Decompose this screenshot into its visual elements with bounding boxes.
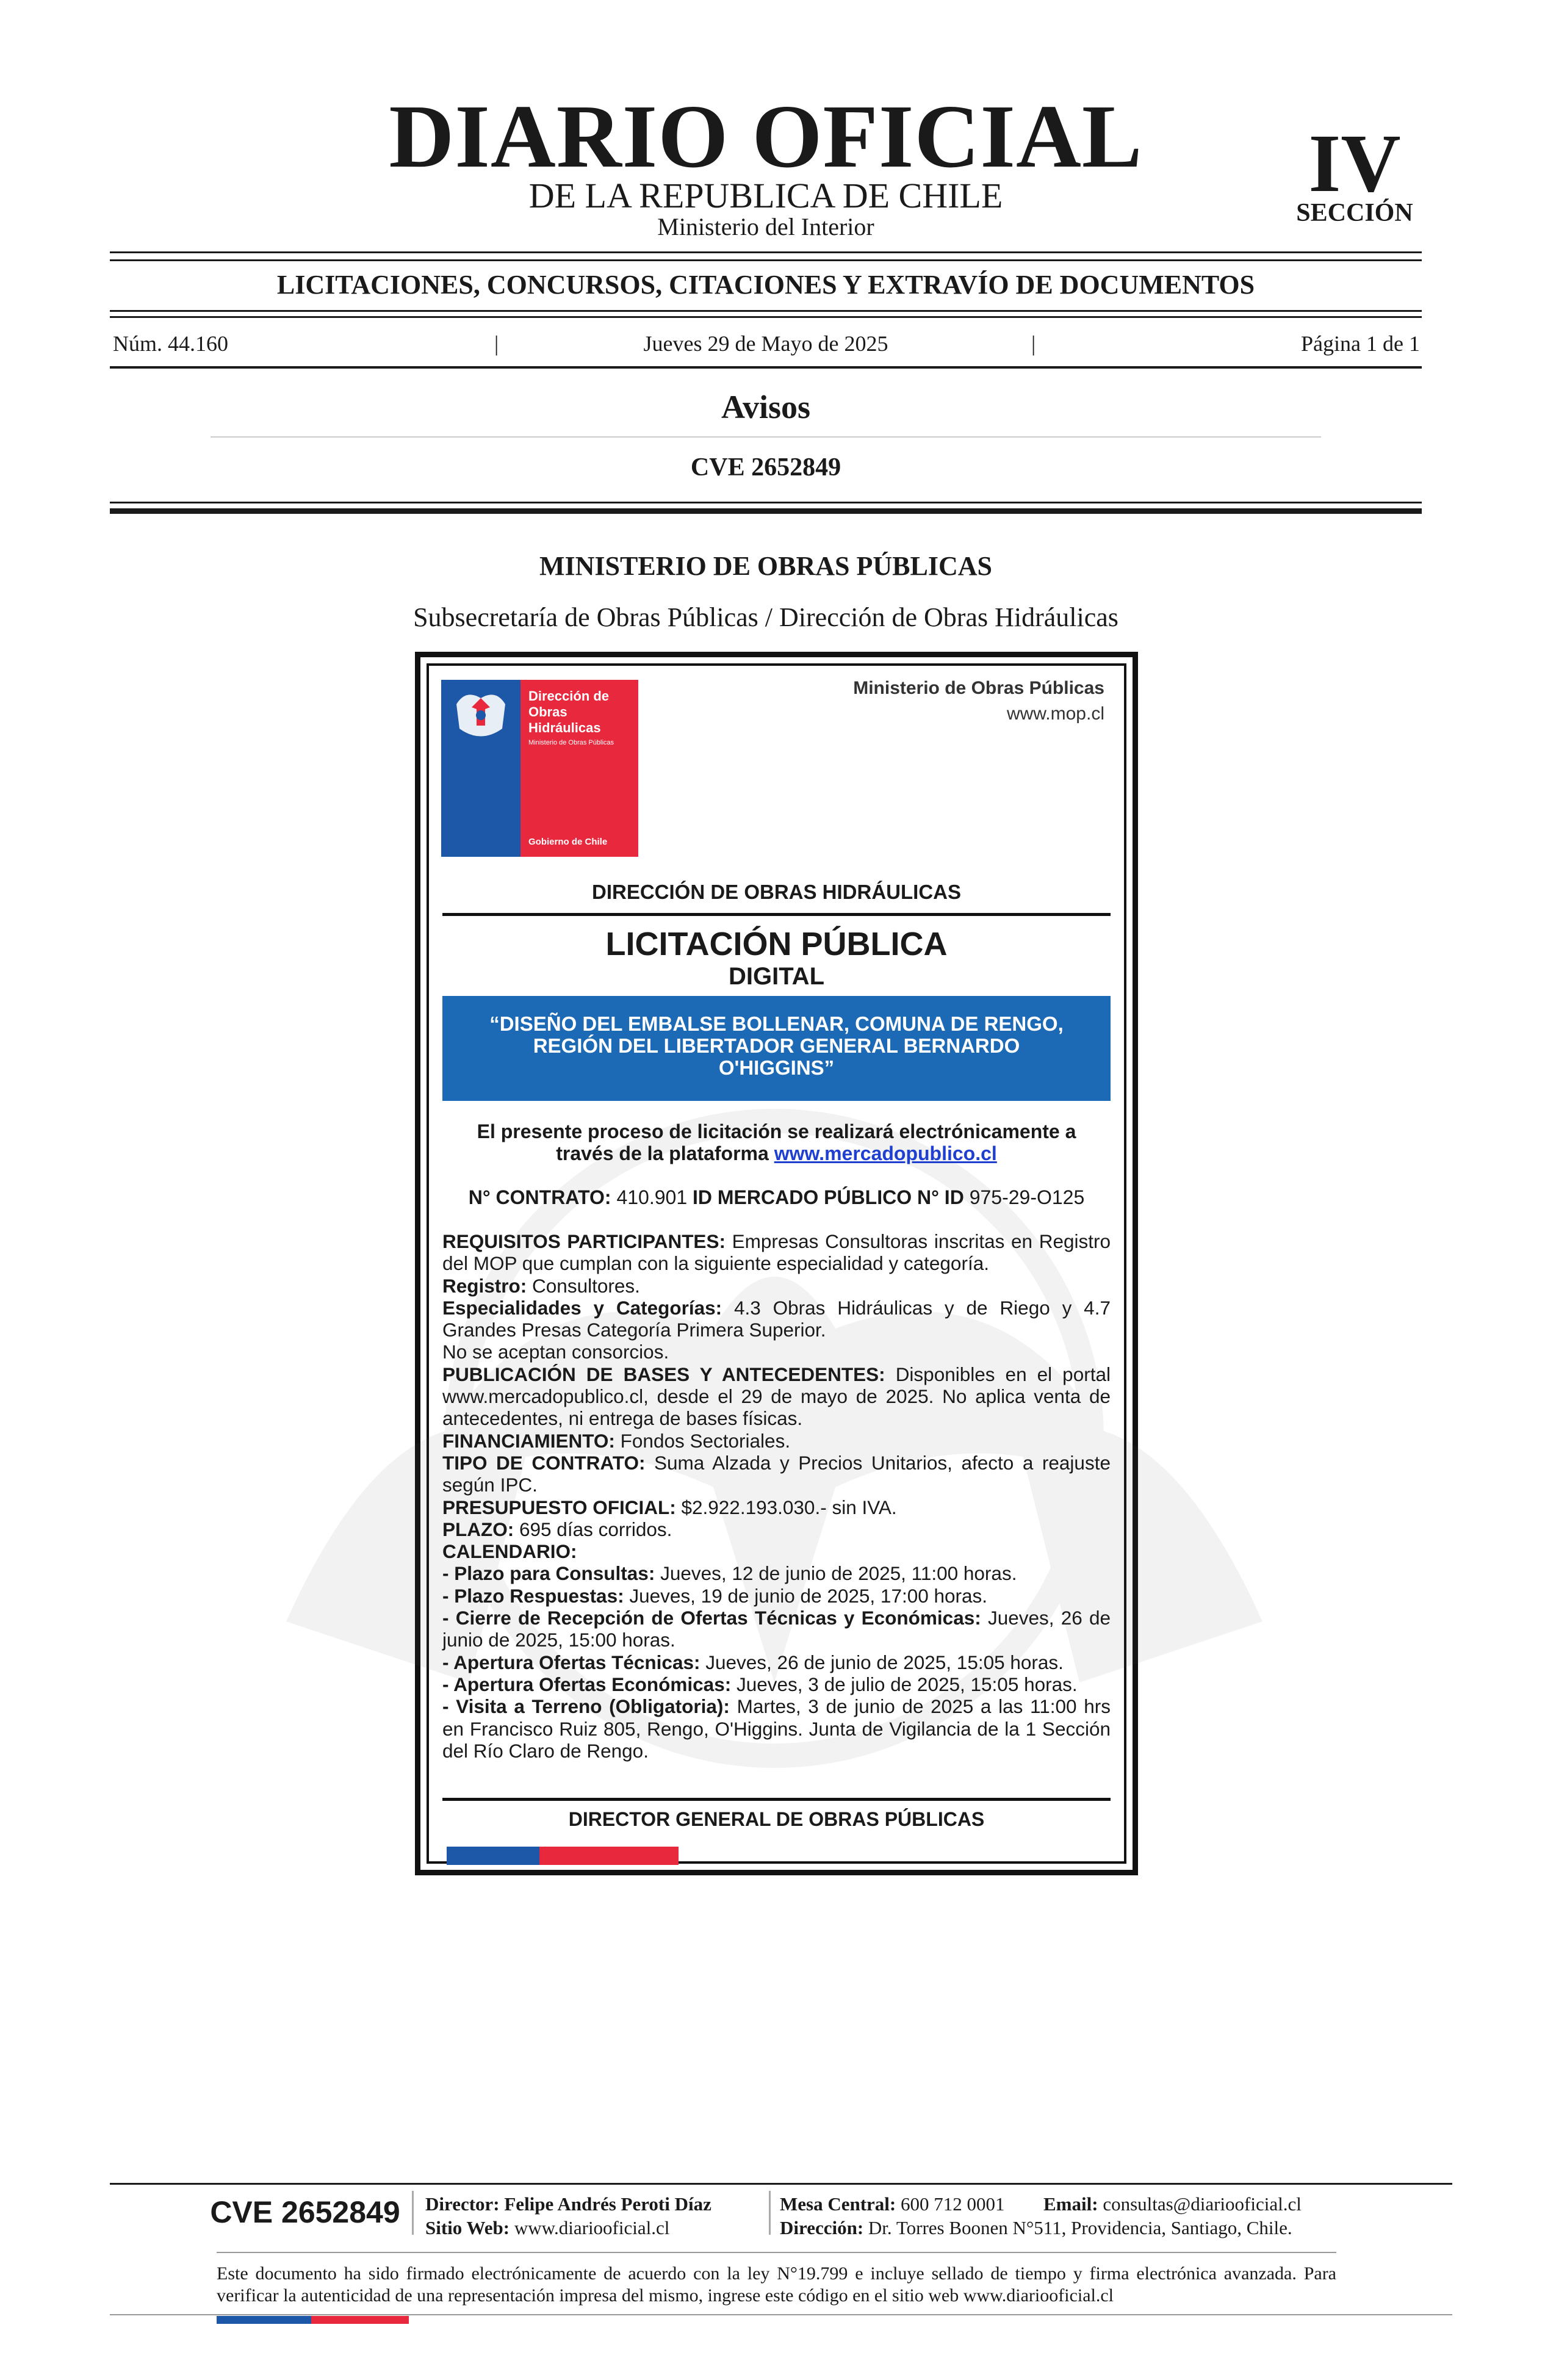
detail-value: Disponibles en el portal www.mercadopublico.cl, desde el 29 de mayo de 2025. No aplica venta de antecedentes, ni entrega de bases físicas. [442,1363,1111,1430]
footer-legal-note: Este documento ha sido firmado electrónicamente de acuerdo con la ley N°19.799 e incluye sellado de tiempo y firma electrónica avanzada. Para verificar la autenticidad de una representación impresa del mismo, ingrese este código en el sitio web www.diariooficial.cl [217,2263,1336,2306]
detail-value: 695 días corridos. [519,1518,672,1540]
footer-value: www.diariooficial.cl [514,2217,670,2238]
footer-value: Felipe Andrés Peroti Díaz [504,2193,711,2215]
cve-code: CVE 2652849 [690,453,841,481]
tender-details [442,1230,1111,1762]
detail-label: - Plazo para Consultas: [442,1562,655,1585]
footer-director [425,2194,711,2213]
detail-label: REQUISITOS PARTICIPANTES: [442,1230,726,1252]
divider [110,2314,1452,2315]
subsecretaria: Subsecretaría de Obras Públicas / Dirección de Obras Hidráulicas [413,602,1118,632]
masthead-subtitle: DE LA REPUBLICA DE CHILE [528,176,1003,215]
category-title: LICITACIONES, CONCURSOS, CITACIONES Y EXTRAVÍO DE DOCUMENTOS [276,270,1255,300]
detail-financiamiento [442,1430,1111,1452]
detail-label: - Visita a Terreno (Obligatoria): [442,1695,730,1718]
footer-value: Dr. Torres Boonen N°511, Providencia, Santiago, Chile. [868,2217,1292,2238]
masthead-title: DIARIO OFICIAL [389,87,1143,187]
detail-label: TIPO DE CONTRATO: [442,1451,646,1474]
project-name: “DISEÑO DEL EMBALSE BOLLENAR, COMUNA DE RENGO, REGIÓN DEL LIBERTADOR GENERAL BERNARDO O'HIGGINS” [489,1012,1064,1079]
mp-label: ID MERCADO PÚBLICO N° ID [693,1186,964,1208]
detail-label: - Apertura Ofertas Económicas: [442,1673,732,1695]
footer-label: Director: [425,2193,500,2215]
detail-label: PRESUPUESTO OFICIAL: [442,1496,676,1518]
detail-value: Fondos Sectoriales. [620,1429,791,1452]
detail-value: $2.922.193.030.- sin IVA. [681,1496,897,1518]
contract-label: N° CONTRATO: [468,1186,611,1208]
detail-value: Jueves, 3 de julio de 2025, 15:05 horas. [736,1673,1078,1695]
logo-ministry: Ministerio de Obras Públicas [528,739,614,746]
tender-title: LICITACIÓN PÚBLICA [605,926,948,962]
divider [110,2183,1452,2185]
logo-government: Gobierno de Chile [528,837,608,847]
signature: DIRECTOR GENERAL DE OBRAS PÚBLICAS [568,1808,985,1830]
divider [110,502,1422,503]
detail-publicacion [442,1363,1111,1430]
tender-subtitle: DIGITAL [728,963,824,990]
footer-value: 600 712 0001 [901,2193,1005,2215]
footer-website [425,2218,669,2237]
section-label: SECCIÓN [1296,199,1413,227]
detail-value: Jueves, 19 de junio de 2025, 17:00 horas. [629,1584,988,1607]
divider [110,259,1422,261]
footer-cve: CVE 2652849 [210,2195,400,2229]
detail-label: PLAZO: [442,1518,514,1540]
footer-email [1043,2194,1302,2213]
calendar-item [442,1695,1111,1762]
detail-plazo [442,1518,1111,1540]
detail-value: Jueves, 12 de junio de 2025, 11:00 horas. [660,1562,1017,1585]
footer-address [780,2218,1292,2237]
section-number: IV [1308,118,1401,209]
mp-value: 975-29-O125 [969,1186,1085,1208]
detail-label: PUBLICACIÓN DE BASES Y ANTECEDENTES: [442,1363,885,1385]
detail-label: CALENDARIO: [442,1540,577,1563]
logo-blue-panel [441,680,520,857]
footer-value: consultas@diariooficial.cl [1103,2193,1302,2215]
issue-page: Página 1 de 1 [1301,331,1420,356]
notice-type: Avisos [721,389,811,425]
divider [110,316,1422,318]
calendar-item [442,1562,1111,1584]
divider [412,2191,414,2235]
ministry-name: MINISTERIO DE OBRAS PÚBLICAS [539,551,993,581]
mercadopublico-link[interactable]: www.mercadopublico.cl [774,1142,997,1164]
detail-especialidades [442,1297,1111,1341]
detail-consorcios [442,1341,1111,1363]
process-statement [455,1120,1098,1164]
detail-value: 4.3 Obras Hidráulicas y de Riego y 4.7 Grandes Presas Categoría Primera Superior. [442,1296,1111,1341]
notice-heading: DIRECCIÓN DE OBRAS HIDRÁULICAS [591,881,962,903]
divider [110,508,1422,514]
footer-stripe-red [311,2316,409,2324]
calendar-item [442,1607,1111,1651]
issue-separator: | [494,331,499,356]
doh-logo [441,680,638,857]
footer-label: Mesa Central: [780,2193,896,2215]
footer-label: Sitio Web: [425,2217,510,2238]
flag-stripe-blue [447,1847,539,1865]
footer-label: Dirección: [780,2217,864,2238]
logo-name: Dirección de Obras Hidráulicas [528,688,610,735]
detail-label: FINANCIAMIENTO: [442,1429,615,1452]
issue-separator: | [1031,331,1036,356]
calendar-item [442,1585,1111,1607]
calendar-item [442,1651,1111,1673]
divider [442,913,1111,916]
divider [442,1798,1111,1801]
detail-label: - Apertura Ofertas Técnicas: [442,1651,701,1673]
calendar-item [442,1673,1111,1695]
mop-name: Ministerio de Obras Públicas [853,678,1104,698]
detail-value: Consultores. [532,1274,640,1297]
detail-registro [442,1275,1111,1297]
detail-calendario [442,1540,1111,1562]
detail-value: No se aceptan consorcios. [442,1341,669,1363]
chile-shield-icon [441,680,520,753]
detail-value: Jueves, 26 de junio de 2025, 15:05 horas. [705,1651,1064,1673]
divider [110,251,1422,253]
detail-presupuesto [442,1496,1111,1518]
divider [211,436,1321,438]
process-text: El presente proceso de licitación se realizará electrónicamente a través de la plataforma [477,1120,1076,1164]
masthead-ministry: Ministerio del Interior [657,213,874,240]
detail-value: Empresas Consultoras inscritas en Registro del MOP que cumplan con la siguiente especialidad y categoría. [442,1230,1111,1275]
detail-label: Registro: [442,1274,527,1297]
detail-value: Suma Alzada y Precios Unitarios, afecto a reajuste según IPC. [442,1451,1111,1496]
detail-value: Martes, 3 de junio de 2025 a las 11:00 hrs en Francisco Ruiz 805, Rengo, O'Higgins. Junta de Vigilancia de la 1 Sección del Río Claro de Rengo. [442,1695,1111,1762]
detail-label: - Plazo Respuestas: [442,1584,624,1607]
footer-phone [780,2194,1005,2213]
issue-date: Jueves 29 de Mayo de 2025 [643,331,888,356]
detail-label: Especialidades y Categorías: [442,1296,722,1319]
divider [769,2191,771,2235]
detail-requirements [442,1230,1111,1275]
flag-stripe-red [539,1847,679,1865]
footer-label: Email: [1043,2193,1098,2215]
detail-tipo-contrato [442,1452,1111,1496]
contract-line [442,1188,1111,1207]
divider [217,2252,1336,2253]
detail-value: Jueves, 26 de junio de 2025, 15:00 horas. [442,1607,1111,1651]
project-banner [442,996,1111,1101]
detail-label: - Cierre de Recepción de Ofertas Técnicas y Económicas: [442,1607,981,1629]
contract-value: 410.901 [616,1186,688,1208]
mop-website: www.mop.cl [1006,704,1104,724]
issue-number: Núm. 44.160 [113,331,228,356]
footer-stripe-blue [217,2316,311,2324]
divider [110,310,1422,312]
divider [110,366,1422,369]
